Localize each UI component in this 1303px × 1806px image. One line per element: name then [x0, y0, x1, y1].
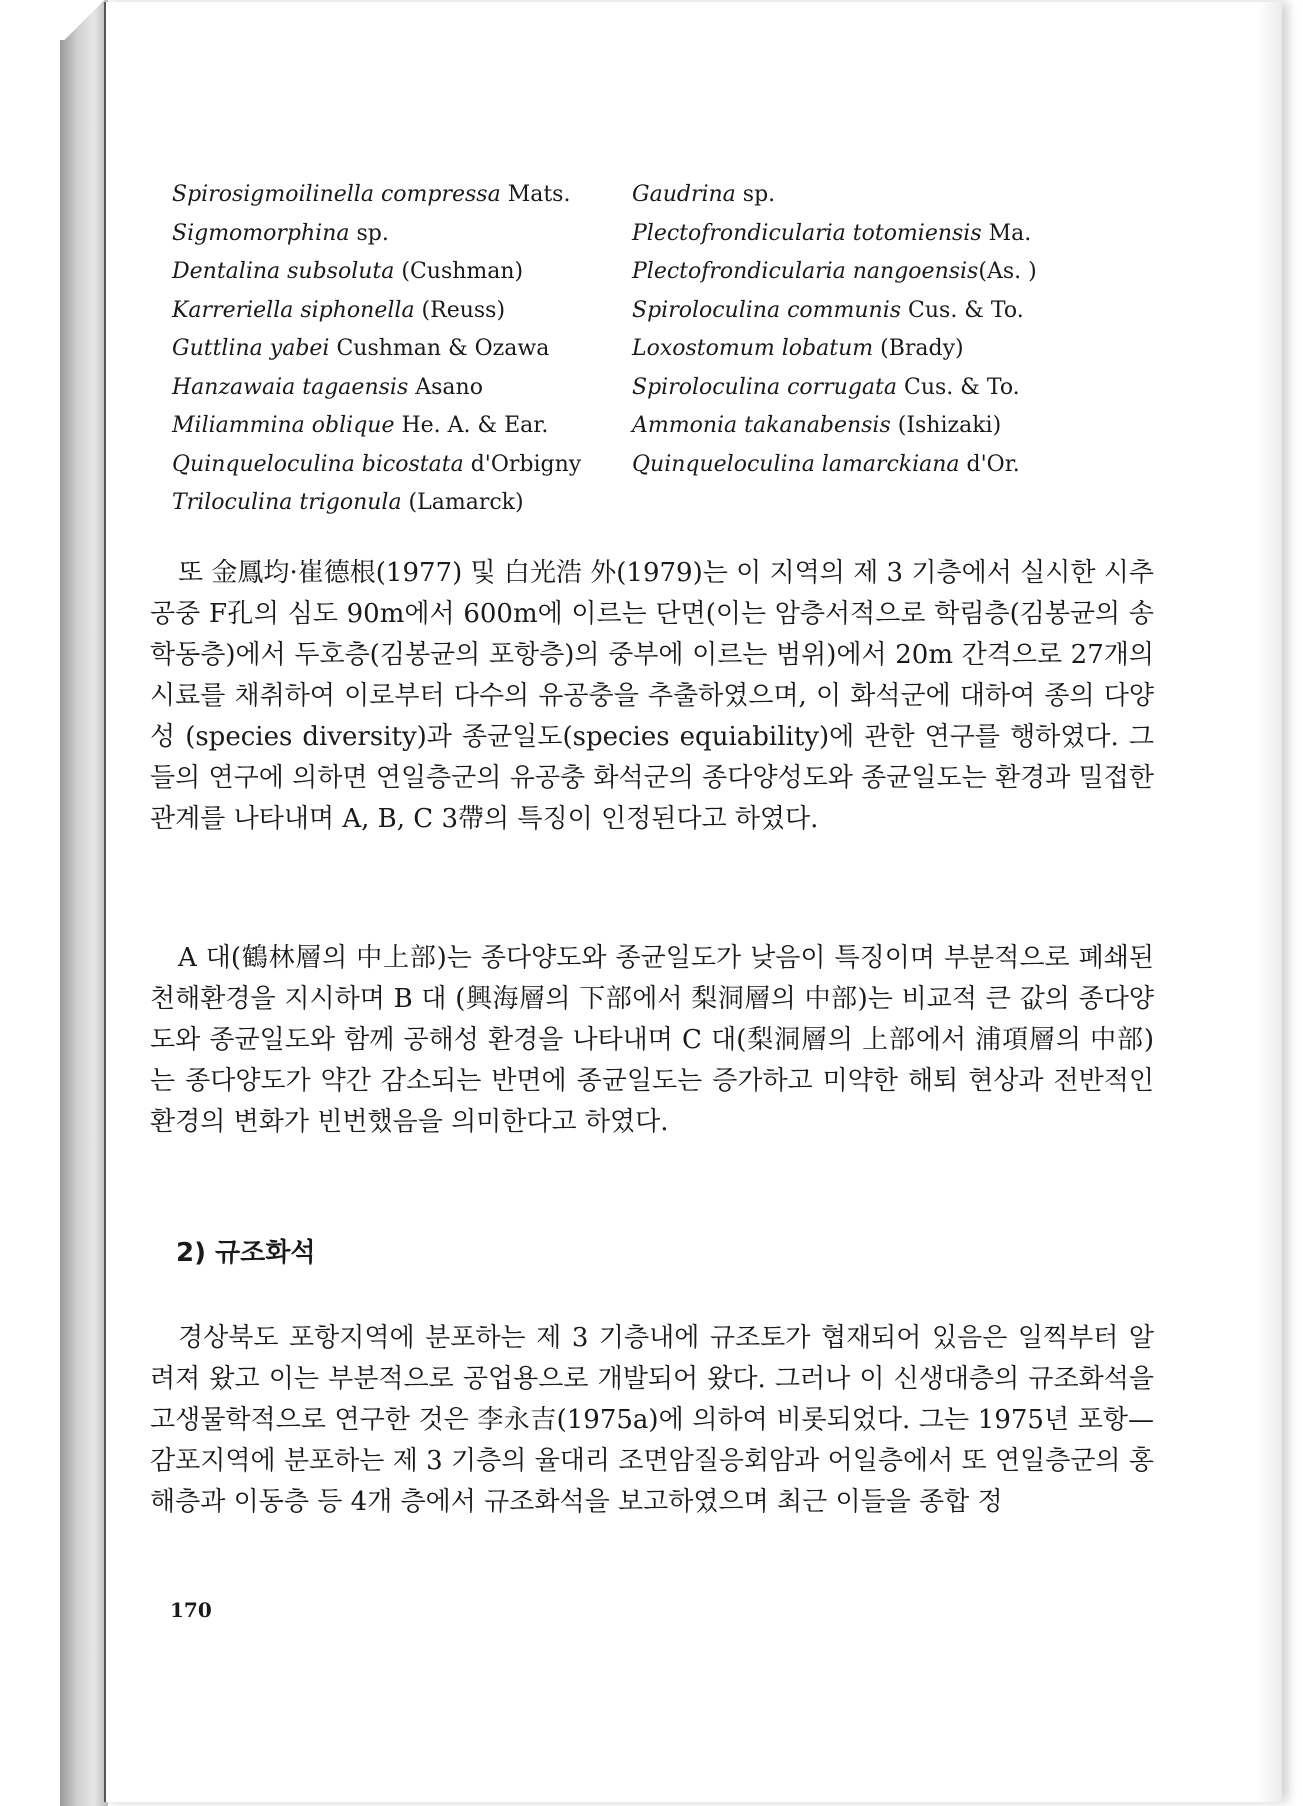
- paragraph-diatom-fossils: 경상북도 포항지역에 분포하는 제 3 기층내에 규조토가 협재되어 있음은 일찍부터 알려져 왔고 이는 부분적으로 공업용으로 개발되어 왔다. 그러나 이 신생대층의 규조화석을 고생물학적으로 연구한 것은 李永吉(1975a)에 의하여 비롯되었다. 그는 1975년 포항—감포지역에 분포하는 제 3 기층의 율대리 조면암질응회암과 어일층에서 또 연일층군의 홍해층과 이동층 등 4개 층에서 규조화석을 보고하였으며 최근 이들을 종합 정: [150, 1323, 1154, 1517]
- page-edge-shadow: [1258, 2, 1282, 1802]
- section-heading: 2) 규조화석: [176, 1238, 316, 1268]
- species-item: Dentalina subsoluta (Cushman): [172, 259, 524, 284]
- species-item: Spirosigmoilinella compressa Mats.: [172, 182, 571, 207]
- species-column-left: [172, 176, 632, 523]
- species-item: Gaudrina sp.: [632, 182, 776, 207]
- species-item: Triloculina trigonula (Lamarck): [172, 490, 524, 515]
- species-item: Sigmomorphina sp.: [172, 220, 389, 246]
- species-item: Hanzawaia tagaensis Asano: [172, 374, 483, 400]
- species-item: Plectofrondicularia nangoensis(As. ): [632, 259, 1037, 284]
- species-item: Quinqueloculina bicostata d'Orbigny: [172, 451, 582, 477]
- species-list: [172, 176, 1072, 523]
- species-item: Karreriella siphonella (Reuss): [172, 297, 506, 323]
- species-item: Spiroloculina communis Cus. & To.: [632, 297, 1024, 323]
- paragraph-zone-description: A 대(鶴林層의 中上部)는 종다양도와 종균일도가 낮음이 특징이며 부분적으로 폐쇄된 천해환경을 지시하며 B 대 (興海層의 下部에서 梨洞層의 中部)는 비교적 큰 값의 종다양도와 종균일도와 함께 공해성 환경을 나타내며 C 대(梨洞層의 上部에서 浦項層의 中部)는 종다양도가 약간 감소되는 반면에 종균일도는 증가하고 미약한 해퇴 현상과 전반적인 환경의 변화가 빈번했음을 의미한다고 하였다.: [150, 943, 1154, 1137]
- species-column-right: [632, 176, 1072, 523]
- species-item: Spiroloculina corrugata Cus. & To.: [632, 374, 1020, 400]
- species-item: Quinqueloculina lamarckiana d'Or.: [632, 451, 1020, 477]
- book-spine: [60, 0, 108, 1806]
- species-item: Ammonia takanabensis (Ishizaki): [632, 413, 1002, 438]
- species-item: Guttlina yabei Cushman & Ozawa: [172, 336, 550, 361]
- species-item: Loxostomum lobatum (Brady): [632, 336, 964, 361]
- species-item: Miliammina oblique He. A. & Ear.: [172, 413, 549, 438]
- paragraph-foraminifera-study: 또 金鳳均·崔德根(1977) 및 白光浩 外(1979)는 이 지역의 제 3 기층에서 실시한 시추공중 F孔의 심도 90m에서 600m에 이르는 단면(이는 암층서적으로 학림층(김봉균의 송학동층)에서 두호층(김봉균의 포항층)의 중부에 이르는 범위)에서 20m 간격으로 27개의 시료를 채취하여 이로부터 다수의 유공충을 추출하였으며, 이 화석군에 대하여 종의 다양성 (species diversity)과 종균일도(species equiability)에 관한 연구를 행하였다. 그들의 연구에 의하면 연일층군의 유공충 화석군의 종다양성도와 종균일도는 환경과 밀접한 관계를 나타내며 A, B, C 3帶의 특징이 인정된다고 하였다.: [150, 558, 1154, 834]
- species-item: Plectofrondicularia totomiensis Ma.: [632, 220, 1032, 246]
- page-number: 170: [170, 1598, 212, 1622]
- spine-top-fold: [60, 0, 108, 40]
